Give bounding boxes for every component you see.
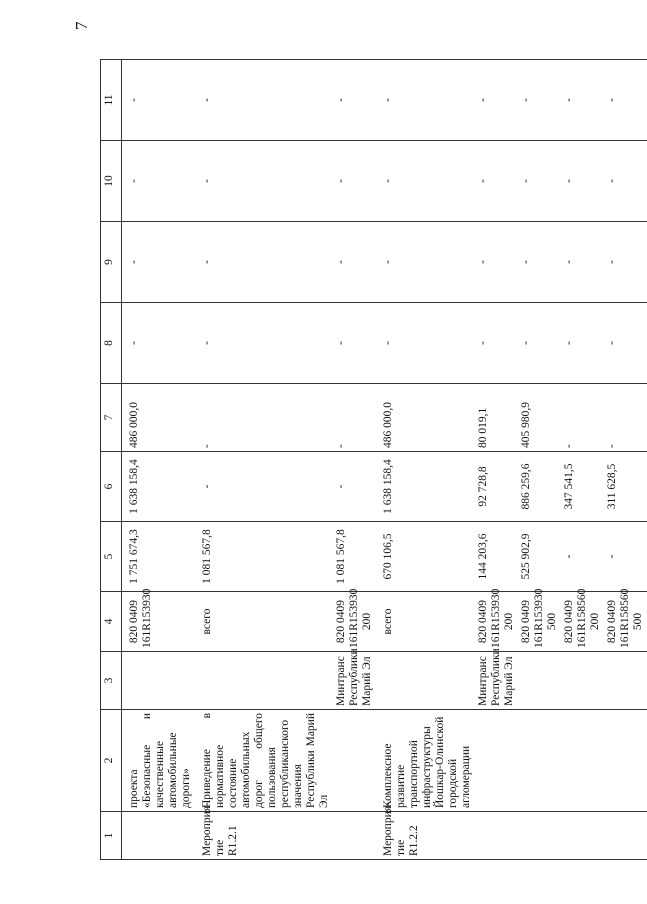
value-cell-11: -: [195, 60, 333, 141]
measure-number-cell: [122, 812, 196, 860]
value-cell-8: -: [195, 303, 333, 384]
budget-code-line: всего: [382, 608, 394, 635]
table-row: [518, 60, 561, 860]
value-cell-8: -: [333, 303, 376, 384]
column-header: 6: [101, 452, 122, 522]
budget-code-line: 500: [632, 612, 644, 631]
value-cell-11: -: [561, 60, 604, 141]
value-cell-5: 670 106,5: [376, 522, 475, 592]
value-cell-9: -: [195, 222, 333, 303]
executor-cell: [195, 652, 333, 710]
value-cell-9: -: [518, 222, 561, 303]
value-cell-10: -: [518, 141, 561, 222]
value-cell-10: -: [333, 141, 376, 222]
header-row: [101, 60, 122, 860]
value-cell-5: 1 081 567,8: [333, 522, 376, 592]
budget-code-line: 200: [503, 612, 515, 631]
value-cell-5: 1 751 674,3: [122, 522, 196, 592]
value-cell-10: -: [604, 141, 647, 222]
value-cell-8: -: [376, 303, 475, 384]
budget-code-cell: [122, 588, 196, 652]
budget-code-line: 200: [589, 612, 601, 631]
measure-name-cell: [333, 710, 376, 812]
measure-name-cell: [561, 710, 604, 812]
measure-number-cell: [604, 812, 647, 860]
budget-code-line: 161R153930: [490, 588, 502, 648]
measure-name-cell: проекта «Безопасные и качественные автомобильные дороги»: [122, 710, 196, 812]
value-cell-8: -: [561, 303, 604, 384]
value-cell-6: -: [333, 452, 376, 522]
value-cell-9: -: [475, 222, 518, 303]
budget-code-cell: [604, 588, 647, 652]
value-cell-7: -: [561, 384, 604, 452]
value-cell-7: 405 980,9: [518, 384, 561, 452]
value-cell-11: -: [122, 60, 196, 141]
value-cell-6: 1 638 158,4: [376, 452, 475, 522]
measure-number-cell: Мероприя-тие R1.2.1: [195, 812, 333, 860]
measure-number-cell: [518, 812, 561, 860]
budget-code-line: 161R153930: [533, 588, 545, 648]
budget-code-line: всего: [201, 608, 213, 635]
value-cell-9: -: [604, 222, 647, 303]
measure-name-cell: Комплексное развитие транспортной инфраструктуры Йошкар-Олинской городской агломерации: [376, 710, 475, 812]
executor-cell: [518, 652, 561, 710]
budget-code-cell: [475, 588, 518, 652]
value-cell-8: -: [122, 303, 196, 384]
value-cell-10: -: [561, 141, 604, 222]
value-cell-5: 525 902,9: [518, 522, 561, 592]
value-cell-6: -: [195, 452, 333, 522]
budget-code-line: 161R153930: [348, 588, 360, 648]
budget-code-line: 820 0409: [335, 599, 347, 644]
budget-code-line: 200: [361, 612, 373, 631]
rotated-page: [100, 60, 644, 860]
budget-code-line: 820 0409: [520, 599, 532, 644]
value-cell-9: -: [376, 222, 475, 303]
executor-cell: Минтранс Республики Марий Эл: [475, 652, 518, 710]
budget-code-line: 820 0409: [128, 599, 140, 644]
value-cell-9: -: [122, 222, 196, 303]
value-cell-9: -: [333, 222, 376, 303]
column-header: 7: [101, 384, 122, 452]
executor-cell: [604, 652, 647, 710]
page-number: 7: [72, 21, 91, 30]
value-cell-8: -: [604, 303, 647, 384]
table-row: [122, 60, 196, 860]
value-cell-11: -: [475, 60, 518, 141]
column-header: 1: [101, 812, 122, 860]
value-cell-5: 144 203,6: [475, 522, 518, 592]
measure-name-cell: [475, 710, 518, 812]
measure-number-cell: Мероприя-тие R1.2.2: [376, 812, 475, 860]
column-header: 4: [101, 592, 122, 652]
measure-name-cell: [604, 710, 647, 812]
value-cell-11: -: [376, 60, 475, 141]
measure-name-cell: Приведение в нормативное состояние автомобильных дорог общего пользования республиканского значения Республики Марий Эл: [195, 710, 333, 812]
value-cell-10: -: [122, 141, 196, 222]
budget-code-cell: [376, 592, 475, 652]
table-row: [604, 60, 647, 860]
value-cell-7: 486 000,0: [376, 384, 475, 452]
value-cell-10: -: [195, 141, 333, 222]
executor-cell: [122, 652, 196, 710]
value-cell-8: -: [475, 303, 518, 384]
budget-code-line: 161R158560: [576, 588, 588, 648]
executor-cell: [376, 652, 475, 710]
column-header: 2: [101, 710, 122, 812]
column-header: 10: [101, 141, 122, 222]
value-cell-7: -: [604, 384, 647, 452]
value-cell-5: -: [604, 522, 647, 592]
value-cell-10: -: [376, 141, 475, 222]
budget-code-line: 820 0409: [477, 599, 489, 644]
executor-cell: [561, 652, 604, 710]
value-cell-11: -: [518, 60, 561, 141]
executor-cell: Минтранс Республики Марий Эл: [333, 652, 376, 710]
measure-name-cell: [518, 710, 561, 812]
value-cell-8: -: [518, 303, 561, 384]
value-cell-7: 486 000,0: [122, 384, 196, 452]
value-cell-6: 1 638 158,4: [122, 452, 196, 522]
column-header: 5: [101, 522, 122, 592]
budget-code-line: 500: [546, 612, 558, 631]
value-cell-7: -: [195, 384, 333, 452]
value-cell-10: -: [475, 141, 518, 222]
value-cell-6: 92 728,8: [475, 452, 518, 522]
column-header: 3: [101, 652, 122, 710]
table-row: [475, 60, 518, 860]
budget-code-cell: [518, 588, 561, 652]
budget-code-cell: [561, 588, 604, 652]
value-cell-5: -: [561, 522, 604, 592]
table-row: [376, 60, 475, 860]
column-header: 9: [101, 222, 122, 303]
value-cell-6: 311 628,5: [604, 452, 647, 522]
budget-code-line: 820 0409: [563, 599, 575, 644]
column-header: 8: [101, 303, 122, 384]
column-header: 11: [101, 60, 122, 141]
measure-number-cell: [475, 812, 518, 860]
table-row: [195, 60, 333, 860]
budget-code-cell: [195, 592, 333, 652]
measure-number-cell: [561, 812, 604, 860]
value-cell-9: -: [561, 222, 604, 303]
budget-code-line: 161R153930: [141, 588, 153, 648]
funding-table: [100, 59, 647, 860]
budget-code-line: 820 0409: [606, 599, 618, 644]
value-cell-6: 347 541,5: [561, 452, 604, 522]
budget-code-cell: [333, 588, 376, 652]
budget-code-line: 161R158560: [619, 588, 631, 648]
value-cell-11: -: [333, 60, 376, 141]
value-cell-5: 1 081 567,8: [195, 522, 333, 592]
value-cell-7: 80 019,1: [475, 384, 518, 452]
measure-number-cell: [333, 812, 376, 860]
value-cell-11: -: [604, 60, 647, 141]
value-cell-6: 886 259,6: [518, 452, 561, 522]
table-row: [561, 60, 604, 860]
value-cell-7: -: [333, 384, 376, 452]
table-row: [333, 60, 376, 860]
